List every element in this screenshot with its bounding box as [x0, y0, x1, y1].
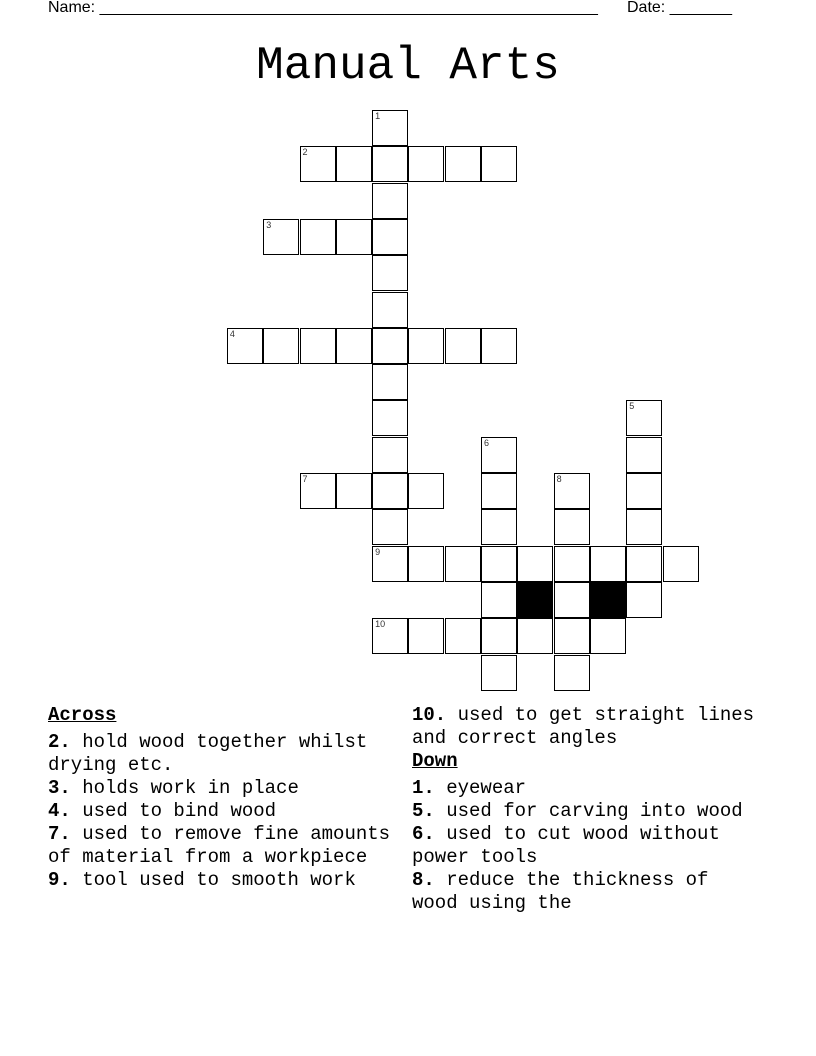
clue-label: 5. [412, 800, 435, 822]
grid-cell[interactable] [300, 473, 336, 509]
grid-cell[interactable] [372, 618, 408, 654]
grid-cell[interactable] [300, 219, 336, 255]
clue-text: holds work in place [70, 777, 299, 799]
grid-cell[interactable] [626, 400, 662, 436]
grid-cell[interactable] [481, 655, 517, 691]
puzzle-title: Manual Arts [256, 40, 560, 92]
clue-label: 3. [48, 777, 71, 799]
down-clue [412, 869, 757, 915]
grid-cell[interactable] [445, 618, 481, 654]
grid-cell[interactable] [372, 546, 408, 582]
grid-cell[interactable] [590, 546, 626, 582]
grid-cell[interactable] [300, 146, 336, 182]
clues-left-column [48, 704, 408, 892]
across-clue [48, 800, 408, 823]
grid-cell[interactable] [263, 328, 299, 364]
clues-right-column [412, 704, 757, 915]
grid-cell[interactable] [445, 328, 481, 364]
clue-label: 1. [412, 777, 435, 799]
clue-label: 2. [48, 731, 71, 753]
across-clue-list [48, 731, 408, 892]
grid-cell[interactable] [336, 328, 372, 364]
clue-number-2: 2 [302, 147, 308, 158]
down-heading: Down [412, 750, 458, 772]
down-clue [412, 823, 757, 869]
grid-cell[interactable] [336, 219, 372, 255]
grid-cell[interactable] [372, 509, 408, 545]
clue-number-1: 1 [375, 111, 381, 121]
grid-cell[interactable] [626, 582, 662, 618]
clue-text: eyewear [434, 777, 527, 799]
clue-number-5: 5 [629, 401, 635, 412]
grid-cell[interactable] [445, 146, 481, 182]
grid-cell[interactable] [372, 400, 408, 436]
grid-cell[interactable] [554, 546, 590, 582]
grid-cell[interactable] [554, 655, 590, 691]
clue-label: 8. [412, 869, 435, 891]
grid-cell[interactable] [626, 546, 662, 582]
clue-text: reduce the thickness of wood using the [412, 869, 709, 914]
down-clue [412, 800, 757, 823]
clue-number-8: 8 [556, 474, 562, 484]
grid-cell[interactable] [445, 546, 481, 582]
grid-cell[interactable] [372, 110, 408, 146]
grid-cell[interactable] [263, 219, 299, 255]
grid-cell[interactable] [517, 546, 553, 582]
grid-cell[interactable] [300, 328, 336, 364]
grid-cell[interactable] [408, 618, 444, 654]
grid-cell[interactable] [481, 146, 517, 182]
across-clue-list-continued [412, 704, 757, 750]
clue-text: used to bind wood [70, 800, 277, 822]
clue-number-4: 4 [229, 328, 235, 339]
grid-cell[interactable] [336, 473, 372, 509]
black-cell [590, 582, 626, 618]
clue-label: 9. [48, 869, 71, 891]
grid-cell[interactable] [372, 183, 408, 219]
clue-label: 7. [48, 823, 71, 845]
across-clue [48, 823, 408, 869]
grid-cell[interactable] [590, 618, 626, 654]
grid-cell[interactable] [554, 618, 590, 654]
down-clue-list [412, 777, 757, 915]
grid-cell[interactable] [481, 328, 517, 364]
grid-cell[interactable] [336, 146, 372, 182]
name-field-label: Name: ________________________________________________________ [48, 0, 598, 16]
grid-cell[interactable] [663, 546, 699, 582]
clue-text: used to get straight lines and correct angles [412, 704, 755, 749]
grid-cell[interactable] [372, 364, 408, 400]
grid-cell[interactable] [626, 509, 662, 545]
across-heading: Across [48, 704, 117, 726]
grid-cell[interactable] [372, 473, 408, 509]
across-clue [48, 869, 408, 892]
grid-cell[interactable] [372, 146, 408, 182]
grid-cell[interactable] [408, 328, 444, 364]
grid-cell[interactable] [554, 473, 590, 509]
clue-label: 4. [48, 800, 71, 822]
clue-number-10: 10 [375, 619, 386, 630]
grid-cell[interactable] [227, 328, 263, 364]
clue-number-7: 7 [302, 474, 308, 484]
across-clue [48, 777, 408, 800]
grid-cell[interactable] [481, 546, 517, 582]
black-cell [517, 582, 553, 618]
clue-label: 6. [412, 823, 435, 845]
grid-cell[interactable] [517, 618, 553, 654]
across-clue [48, 731, 408, 777]
grid-cell[interactable] [554, 582, 590, 618]
clue-number-9: 9 [375, 546, 381, 557]
down-clue [412, 777, 757, 800]
grid-cell[interactable] [554, 509, 590, 545]
clue-label: 10. [412, 704, 447, 726]
across-clue [412, 704, 757, 750]
grid-cell[interactable] [408, 146, 444, 182]
grid-cell[interactable] [481, 509, 517, 545]
grid-cell[interactable] [408, 473, 444, 509]
clue-text: tool used to smooth work [70, 869, 356, 891]
grid-cell[interactable] [626, 473, 662, 509]
grid-cell[interactable] [372, 437, 408, 473]
clue-text: used to cut wood without power tools [412, 823, 720, 868]
clue-text: hold wood together whilst drying etc. [48, 731, 368, 776]
grid-cell[interactable] [481, 618, 517, 654]
date-field-label: Date: _______ [627, 0, 732, 16]
grid-cell[interactable] [372, 255, 408, 291]
grid-cell[interactable] [481, 437, 517, 473]
clue-text: used to remove fine amounts of material from a workpiece [48, 823, 391, 868]
grid-cell[interactable] [481, 582, 517, 618]
grid-cell[interactable] [372, 292, 408, 328]
grid-cell[interactable] [372, 219, 408, 255]
grid-cell[interactable] [626, 437, 662, 473]
grid-cell[interactable] [408, 546, 444, 582]
clue-number-6: 6 [484, 437, 490, 448]
grid-cell[interactable] [372, 328, 408, 364]
clue-text: used for carving into wood [434, 800, 743, 822]
grid-cell[interactable] [481, 473, 517, 509]
clue-number-3: 3 [266, 219, 272, 230]
